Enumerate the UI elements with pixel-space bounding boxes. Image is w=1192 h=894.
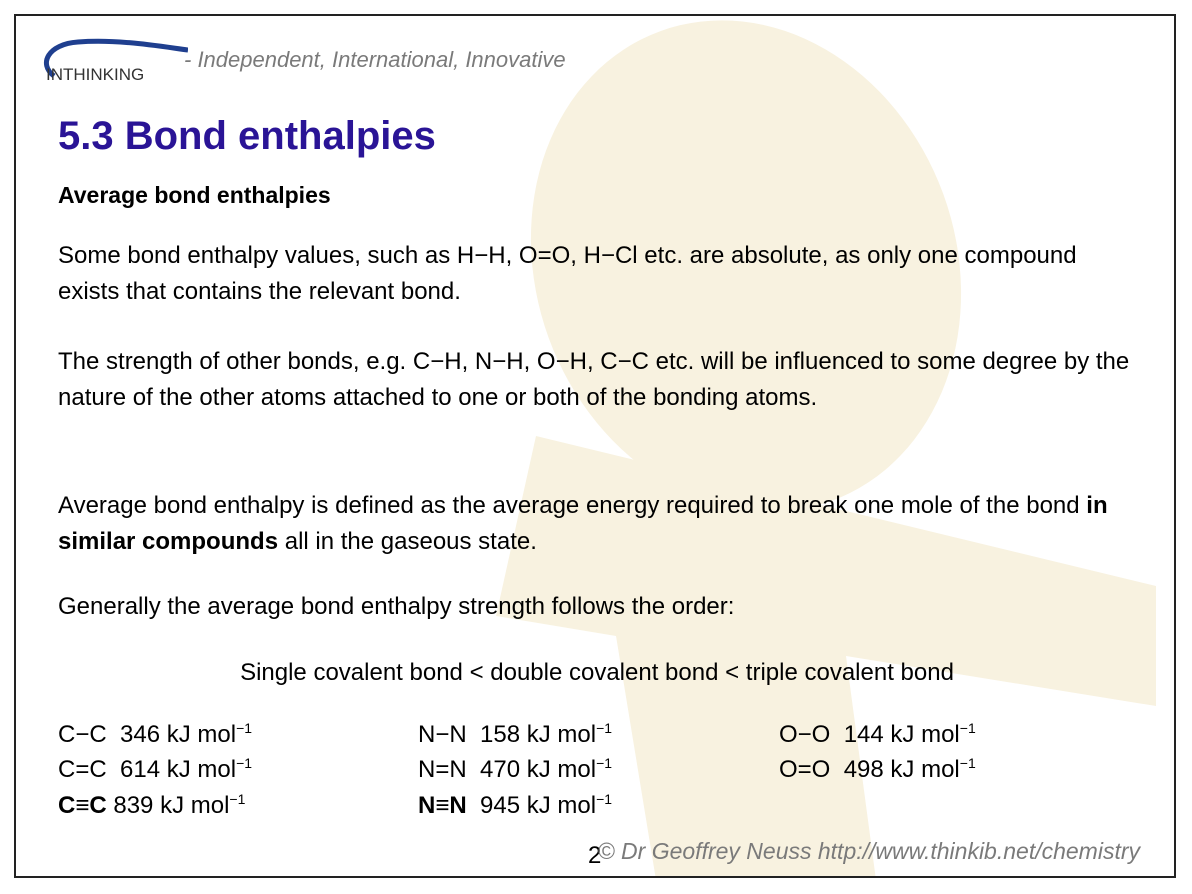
bond-oo-double: O=O 498 kJ mol$^{-1}$ xyxy=(779,755,976,783)
bond-nn-single: N−N 158 kJ mol$^{-1}$ xyxy=(418,720,613,748)
paragraph-definition xyxy=(58,488,1138,560)
bond-oo-single: O−O 144 kJ mol$^{-1}$ xyxy=(779,720,976,748)
paragraph-order-intro: Generally the average bond enthalpy strength follows the order: xyxy=(58,593,735,620)
page-number: 2 xyxy=(588,842,602,869)
bond-order-statement: Single covalent bond < double covalent bond < triple covalent bond xyxy=(240,659,954,686)
inthinking-logo xyxy=(38,36,188,82)
slide-subtitle: Average bond enthalpies xyxy=(58,182,331,208)
bond-nn-triple: N≡N 945 kJ mol$^{-1}$ xyxy=(418,791,613,819)
paragraph-other-bonds: The strength of other bonds, e.g. C−H, N−H, O−H, C−C etc. will be influenced to some degree by the nature of the other atoms attached to one or both of the bonding atoms. xyxy=(58,348,1130,411)
paragraph-absolute-values: Some bond enthalpy values, such as H−H, O=O, H−Cl etc. are absolute, as only one compound exists that contains the relevant bond. xyxy=(58,242,1077,305)
bond-cc-double: C=C 614 kJ mol$^{-1}$ xyxy=(58,755,253,783)
copyright-footer: © Dr Geoffrey Neuss http://www.thinkib.net/chemistry xyxy=(597,838,1140,864)
slide-title: 5.3 Bond enthalpies xyxy=(58,114,436,158)
definition-text-b: all in the gaseous state. xyxy=(278,528,537,555)
definition-text-a: Average bond enthalpy is defined as the average energy required to break one mole of the bond xyxy=(58,492,1087,519)
bond-cc-triple: C≡C 839 kJ mol$^{-1}$ xyxy=(58,791,246,819)
slide-frame xyxy=(14,14,1176,878)
bond-cc-single: C−C 346 kJ mol$^{-1}$ xyxy=(58,720,253,748)
definition-bold: in similar compounds xyxy=(58,492,1108,555)
logo-text: INTHINKING xyxy=(46,65,145,82)
tagline: - Independent, International, Innovative xyxy=(184,47,566,72)
bond-nn-double: N=N 470 kJ mol$^{-1}$ xyxy=(418,755,613,783)
